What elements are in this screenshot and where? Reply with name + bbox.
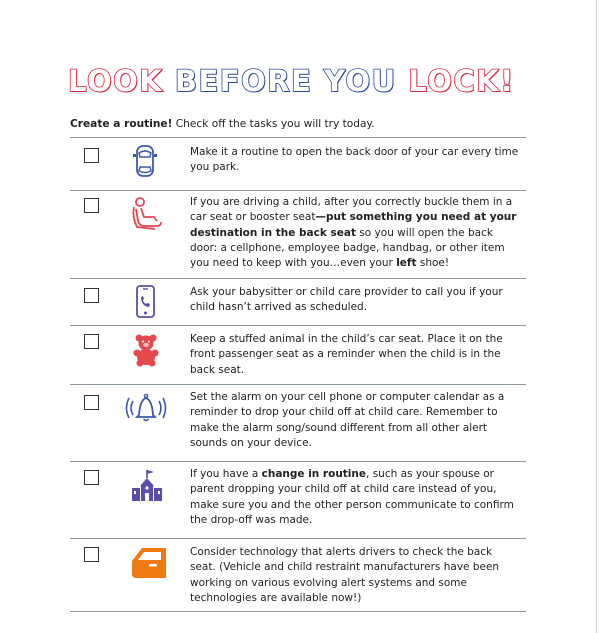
teddy-bear-icon: [130, 333, 162, 371]
page-edge-line: [596, 0, 597, 633]
task-checkbox[interactable]: [84, 547, 99, 562]
checklist-item: [70, 137, 526, 190]
item-text: [190, 545, 520, 606]
item-text-run: If you have a: [190, 468, 262, 480]
task-checkbox[interactable]: [84, 198, 99, 213]
item-text: [190, 145, 520, 176]
title-word-you: YOU: [323, 64, 397, 98]
item-text: [190, 467, 520, 528]
item-text-run: Ask your babysitter or child care provider to call you if your child hasn’t arrived as scheduled.: [190, 286, 503, 314]
item-text-bold: —put something you need at your destination in the back seat: [190, 211, 517, 239]
car-top-view-icon: [130, 143, 160, 183]
checklist-item: [70, 325, 526, 384]
checklist-item: [70, 384, 526, 461]
checklist-item: [70, 538, 526, 612]
child-car-seat-icon: [130, 195, 164, 237]
car-door-icon: [130, 545, 170, 585]
intro-text: [70, 118, 375, 130]
item-text-run: Make it a routine to open the back door of your car every time you park.: [190, 146, 519, 174]
item-text: [190, 285, 520, 316]
item-text-run: , such as your spouse or parent dropping your child off at child care instead of you, make sure you and the other person communicate to confirm the drop-off was made.: [190, 468, 514, 526]
item-text-run: Consider technology that alerts drivers to check the back seat. (Vehicle and child restraint manufacturers have been working on various evolving alert systems and some technologies are available now!): [190, 546, 500, 604]
item-text-run: so you will open the back door: a cellphone, employee badge, handbag, or other item you need to keep with you…even your: [190, 226, 505, 270]
phone-call-icon: [130, 284, 160, 324]
item-text-bold: change in routine: [261, 468, 367, 480]
page-title: [68, 64, 538, 98]
checklist-item: [70, 461, 526, 538]
item-text-run: Set the alarm on your cell phone or computer calendar as a reminder to drop your child off at child care. Remember to make the alarm song/sound different from all other alert sounds on your device.: [190, 391, 505, 449]
checklist: [70, 137, 526, 612]
task-checkbox[interactable]: [84, 288, 99, 303]
task-checkbox[interactable]: [84, 395, 99, 410]
alarm-bell-icon: [124, 388, 168, 432]
item-text: [190, 390, 520, 451]
checklist-item: [70, 278, 526, 325]
item-text-run: shoe!: [416, 257, 450, 270]
checklist-item: [70, 190, 526, 278]
school-building-icon: [130, 468, 164, 508]
item-text-bold: left: [396, 257, 417, 270]
item-text: [190, 332, 520, 378]
title-word-lock: LOCK!: [408, 64, 515, 98]
item-text-run: If you are driving a child, after you correctly buckle them in a car seat or booster seat: [190, 196, 513, 224]
item-text-run: Keep a stuffed animal in the child’s car seat. Place it on the front passenger seat as a reminder when the child is in the back seat.: [190, 333, 503, 376]
task-checkbox[interactable]: [84, 470, 99, 485]
item-text: [190, 195, 520, 271]
task-checkbox[interactable]: [84, 148, 99, 163]
intro-rest: Check off the tasks you will try today.: [172, 118, 375, 130]
title-word-look: LOOK: [68, 64, 164, 98]
task-checkbox[interactable]: [84, 334, 99, 349]
intro-bold: Create a routine!: [70, 118, 173, 130]
title-word-before: BEFORE: [174, 64, 313, 98]
